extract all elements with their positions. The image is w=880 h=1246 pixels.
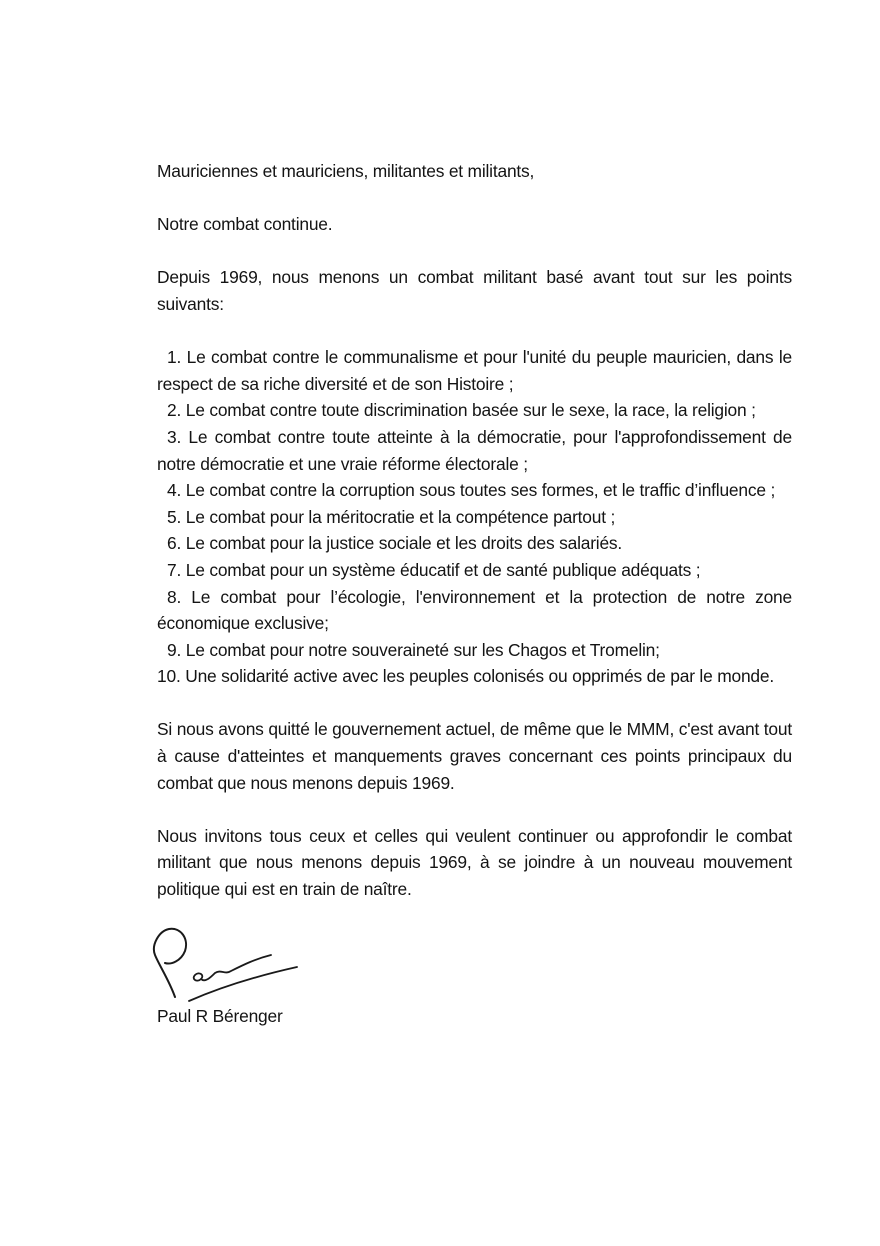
point-number: 1. xyxy=(167,347,182,368)
quit-paragraph: Si nous avons quitté le gouvernement actuel, de même que le MMM, c'est avant tout à cause d'atteintes et manquements graves concernant ces points principaux du combat que nous menons depuis 1969. xyxy=(157,719,792,793)
point-number: 7. xyxy=(167,559,182,580)
point-number: 9. xyxy=(167,639,182,660)
list-item xyxy=(157,557,792,584)
salutation: Mauriciennes et mauriciens, militantes et militants, xyxy=(157,161,535,181)
list-item xyxy=(157,584,792,637)
list-item xyxy=(157,663,792,690)
point-number: 10. xyxy=(157,666,181,687)
signature-icon xyxy=(151,925,301,1005)
point-text: Le combat contre toute discrimination basée sur le sexe, la race, la religion ; xyxy=(185,400,756,421)
point-text: Le combat contre toute atteinte à la démocratie, pour l'approfondissement de notre démocratie et une vraie réforme électorale ; xyxy=(157,426,792,474)
point-text: Le combat contre le communalisme et pour l'unité du peuple mauricien, dans le respect de sa riche diversité et de son Histoire ; xyxy=(157,347,792,394)
point-text: Le combat contre la corruption sous toutes ses formes, et le traffic d’influence ; xyxy=(185,480,776,501)
point-text: Le combat pour notre souveraineté sur les Chagos et Tromelin; xyxy=(185,639,660,660)
point-text: Une solidarité active avec les peuples colonisés ou opprimés de par le monde. xyxy=(185,666,774,687)
opening-line: Notre combat continue. xyxy=(157,214,333,235)
point-number: 2. xyxy=(167,400,182,421)
point-text: Le combat pour l’écologie, l'environnement et la protection de notre zone économique exclusive; xyxy=(157,586,792,634)
invite-paragraph: Nous invitons tous ceux et celles qui veulent continuer ou approfondir le combat militant que nous menons depuis 1969, à se joindre à un nouveau mouvement politique qui est en train de naître. xyxy=(157,825,792,900)
points-list xyxy=(157,344,792,690)
list-item xyxy=(157,397,792,424)
list-item xyxy=(157,477,792,504)
point-text: Le combat pour un système éducatif et de santé publique adéquats ; xyxy=(185,559,701,580)
point-number: 5. xyxy=(167,506,182,527)
list-item xyxy=(157,637,792,664)
point-number: 6. xyxy=(167,533,182,554)
point-number: 8. xyxy=(167,586,182,607)
list-item xyxy=(157,344,792,397)
point-text: Le combat pour la justice sociale et les droits des salariés. xyxy=(185,533,623,554)
point-number: 3. xyxy=(167,426,182,447)
list-item xyxy=(157,504,792,531)
point-number: 4. xyxy=(167,480,182,501)
list-item xyxy=(157,424,792,477)
letter xyxy=(157,158,792,1030)
signer-name: Paul R Bérenger xyxy=(157,1006,283,1027)
intro-paragraph: Depuis 1969, nous menons un combat militant basé avant tout sur les points suivants: xyxy=(157,267,792,314)
point-text: Le combat pour la méritocratie et la compétence partout ; xyxy=(185,506,616,527)
list-item xyxy=(157,530,792,557)
